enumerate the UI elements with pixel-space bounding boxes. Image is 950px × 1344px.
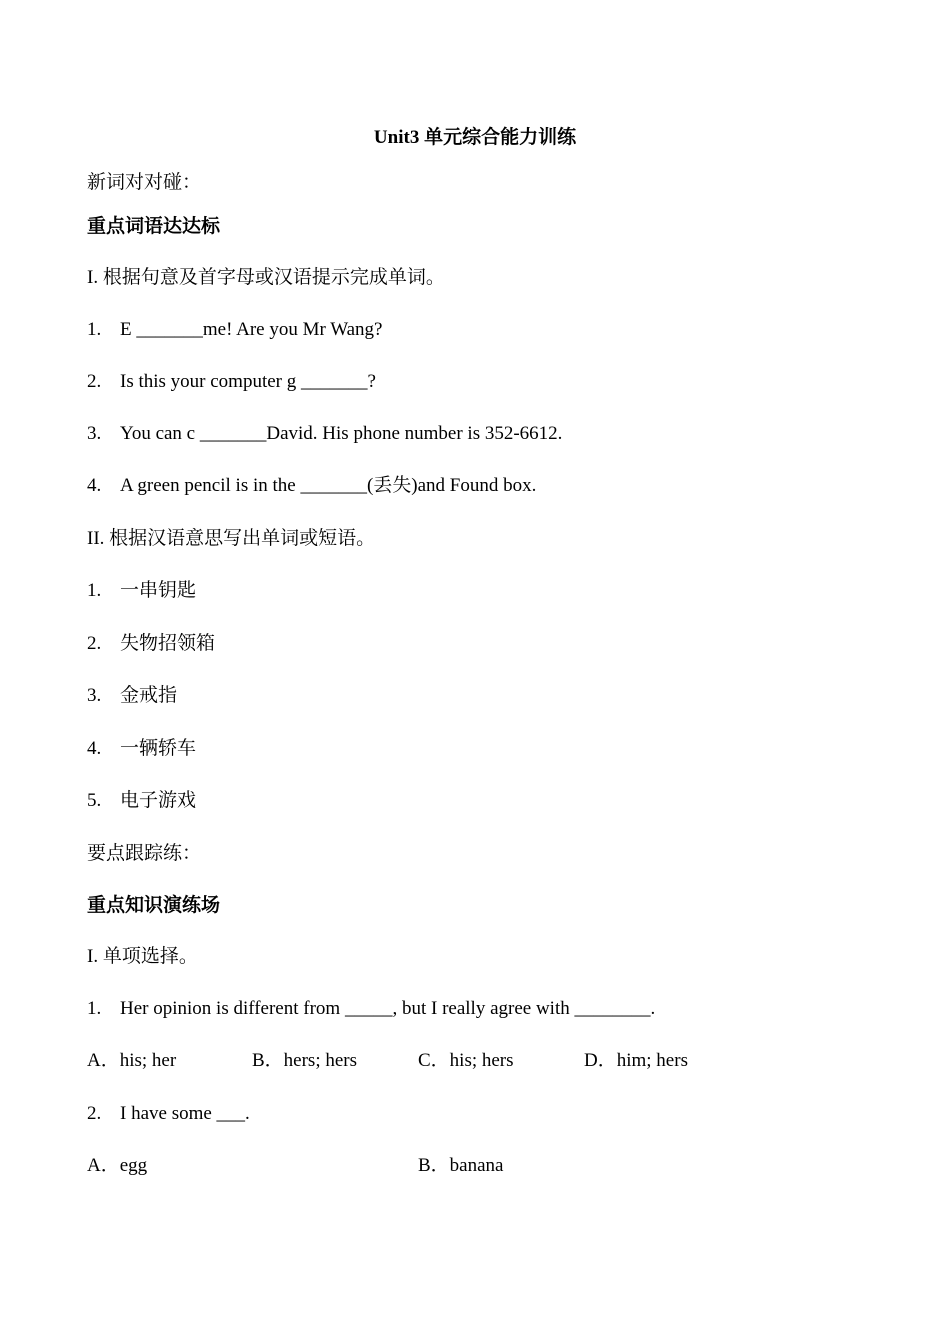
item-text: Is this your computer g _______? — [120, 371, 376, 392]
item-text: 失物招领箱 — [120, 633, 216, 654]
new-words-label: 新词对对碰： — [87, 172, 202, 193]
item-number: 3. — [87, 685, 102, 706]
part2-item — [87, 579, 196, 603]
part2-item — [87, 632, 215, 656]
q1-option-c: C．his; hers — [418, 1050, 514, 1071]
item-text: E _______me! Are you Mr Wang? — [120, 319, 383, 340]
question-number: 1. — [87, 998, 102, 1019]
document-title: Unit3 单元综合能力训练 — [373, 127, 577, 148]
item-number: 4. — [87, 475, 102, 496]
key-points-label: 要点跟踪练： — [87, 843, 202, 864]
item-number: 4. — [87, 738, 102, 759]
part1-item — [87, 422, 562, 446]
item-number: 1. — [87, 580, 102, 601]
item-text: 一辆轿车 — [120, 738, 197, 759]
item-number: 1. — [87, 319, 102, 340]
part2-item — [87, 789, 196, 813]
q1-option-b: B．hers; hers — [252, 1050, 358, 1071]
q2-option-b: B．banana — [418, 1155, 504, 1176]
item-number: 3. — [87, 423, 102, 444]
part1-item — [87, 370, 376, 394]
question-text: I have some ___. — [120, 1103, 250, 1124]
q2-option-a: A．egg — [87, 1155, 148, 1176]
part1-item — [87, 318, 382, 342]
part1-item — [87, 474, 536, 498]
knowledge-heading: 重点知识演练场 — [87, 895, 221, 916]
item-text: A green pencil is in the _______(丢失)and Found box. — [120, 475, 537, 496]
question-number: 2. — [87, 1103, 102, 1124]
part1-instruction: I. 根据句意及首字母或汉语提示完成单词。 — [87, 267, 445, 288]
q1-option-a: A．his; her — [87, 1050, 177, 1071]
part3-instruction: I. 单项选择。 — [87, 946, 198, 967]
part2-item — [87, 737, 196, 761]
item-text: 一串钥匙 — [120, 580, 197, 601]
item-text: 金戒指 — [120, 685, 178, 706]
question-2 — [87, 1102, 250, 1126]
vocab-heading: 重点词语达达标 — [87, 216, 221, 237]
item-number: 2. — [87, 371, 102, 392]
question-1 — [87, 997, 655, 1021]
q1-option-d: D．him; hers — [584, 1050, 688, 1071]
part2-instruction: II. 根据汉语意思写出单词或短语。 — [87, 528, 376, 549]
part2-item — [87, 684, 177, 708]
item-number: 2. — [87, 633, 102, 654]
item-text: You can c _______David. His phone number is 352-6612. — [120, 423, 563, 444]
question-text: Her opinion is different from _____, but I really agree with ________. — [120, 998, 656, 1019]
item-number: 5. — [87, 790, 102, 811]
item-text: 电子游戏 — [120, 790, 197, 811]
